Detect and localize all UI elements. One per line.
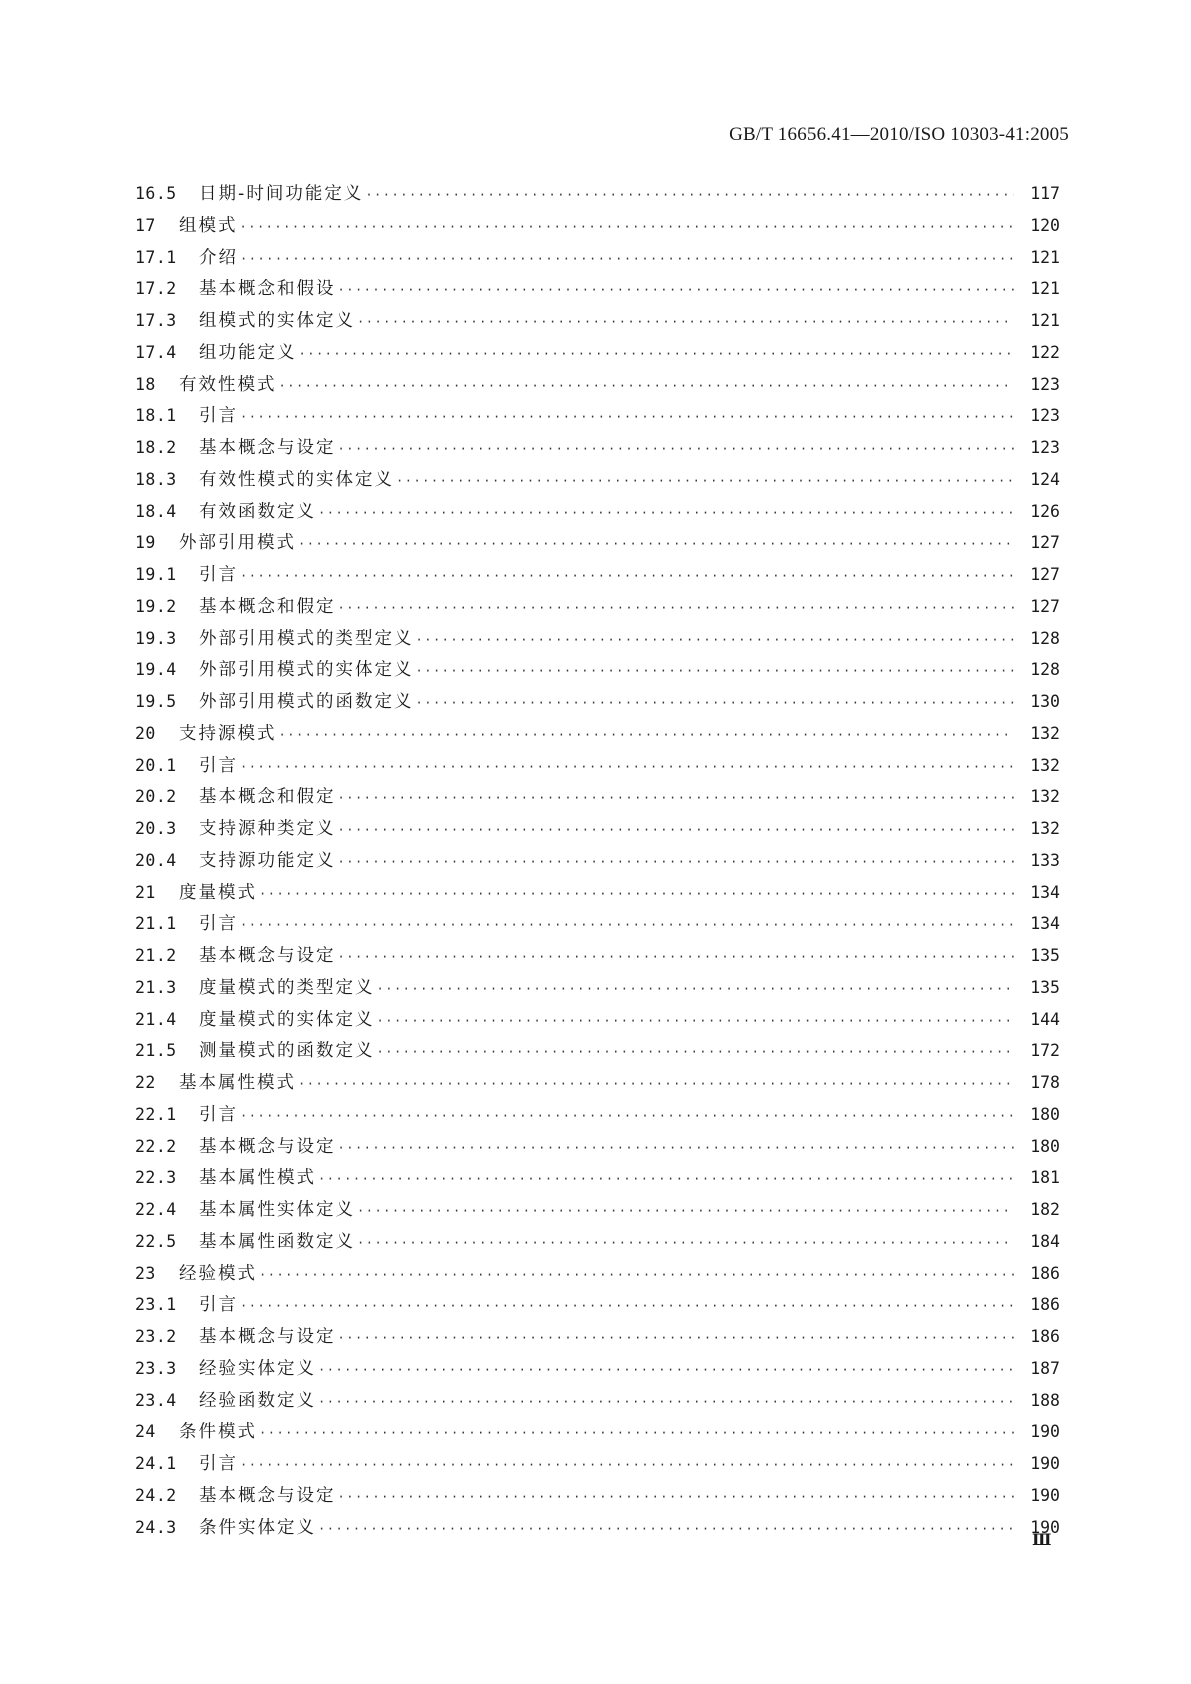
toc-entry-number: 23.3 bbox=[135, 1358, 177, 1378]
toc-entry-title: 引言 bbox=[199, 1104, 238, 1125]
toc-entry[interactable] bbox=[135, 623, 1060, 655]
toc-entry-number: 24.1 bbox=[135, 1454, 177, 1473]
toc-entry-number: 22.1 bbox=[135, 1104, 177, 1124]
toc-entry[interactable] bbox=[135, 908, 1060, 940]
toc-entry-number: 20 bbox=[135, 723, 156, 743]
toc-entry-title: 外部引用模式的实体定义 bbox=[199, 660, 414, 681]
toc-entry-number: 19.3 bbox=[135, 628, 177, 648]
toc-entry-page: 180 bbox=[1030, 1104, 1060, 1124]
toc-leader-dots bbox=[377, 1037, 1015, 1069]
toc-entry-number: 16.5 bbox=[135, 184, 177, 203]
toc-entry-title: 引言 bbox=[199, 565, 238, 585]
toc-entry-title: 经验函数定义 bbox=[199, 1390, 316, 1411]
toc-entry-title: 有效性模式的实体定义 bbox=[199, 469, 394, 490]
toc-leader-dots bbox=[338, 847, 1015, 879]
toc-entry-page: 135 bbox=[1030, 946, 1060, 965]
toc-entry-title: 测量模式的函数定义 bbox=[199, 1041, 375, 1062]
toc-entry-page: 184 bbox=[1030, 1231, 1060, 1251]
toc-entry-number: 18.2 bbox=[135, 438, 177, 457]
toc-leader-dots bbox=[365, 180, 1014, 212]
toc-entry[interactable] bbox=[135, 337, 1060, 369]
toc-leader-dots bbox=[338, 815, 1015, 847]
toc-leader-dots bbox=[259, 1418, 1014, 1450]
toc-entry-number: 19.2 bbox=[135, 596, 177, 616]
toc-entry-page: 121 bbox=[1030, 311, 1060, 330]
toc-entry[interactable] bbox=[135, 1512, 1060, 1544]
toc-leader-dots bbox=[338, 1482, 1015, 1514]
toc-entry-number: 22.5 bbox=[135, 1231, 177, 1251]
page-number: Ⅲ bbox=[1032, 1532, 1051, 1549]
toc-entry-title: 经验模式 bbox=[179, 1263, 257, 1284]
toc-entry-title: 度量模式的类型定义 bbox=[199, 977, 375, 998]
toc-leader-dots bbox=[357, 1228, 1014, 1260]
toc-entry-page: 190 bbox=[1030, 1517, 1060, 1537]
toc-entry-number: 20.2 bbox=[135, 787, 177, 807]
toc-entry-page: 134 bbox=[1030, 882, 1060, 902]
toc-leader-dots bbox=[338, 434, 1015, 466]
toc-entry-page: 127 bbox=[1030, 596, 1060, 616]
toc-entry-number: 21 bbox=[135, 882, 156, 902]
toc-leader-dots bbox=[357, 307, 1014, 339]
toc-entry-number: 17.1 bbox=[135, 247, 177, 267]
toc-entry-title: 基本概念与设定 bbox=[199, 1136, 336, 1157]
toc-entry[interactable] bbox=[135, 1321, 1060, 1353]
toc-entry[interactable] bbox=[135, 1258, 1060, 1290]
toc-entry-page: 127 bbox=[1030, 533, 1060, 553]
toc-entry-title: 日期-时间功能定义 bbox=[199, 184, 364, 204]
toc-entry-number: 17.4 bbox=[135, 342, 177, 362]
table-of-contents bbox=[135, 178, 1060, 1543]
toc-leader-dots bbox=[299, 339, 1015, 371]
toc-entry[interactable] bbox=[135, 369, 1060, 401]
toc-entry-title: 介绍 bbox=[199, 247, 238, 268]
toc-entry-number: 19.1 bbox=[135, 565, 177, 584]
toc-entry-page: 186 bbox=[1030, 1295, 1060, 1315]
toc-entry-title: 基本属性实体定义 bbox=[199, 1200, 355, 1220]
toc-entry-page: 122 bbox=[1030, 342, 1060, 362]
toc-entry-title: 基本概念和假定 bbox=[199, 787, 336, 808]
toc-entry[interactable] bbox=[135, 273, 1060, 305]
toc-entry-page: 186 bbox=[1030, 1263, 1060, 1283]
toc-leader-dots bbox=[259, 1260, 1014, 1292]
standard-code: GB/T 16656.41—2010/ISO 10303-41:2005 bbox=[729, 124, 1069, 145]
toc-entry-title: 经验实体定义 bbox=[199, 1358, 316, 1379]
toc-entry-number: 18 bbox=[135, 374, 156, 394]
toc-entry-title: 有效性模式 bbox=[179, 374, 277, 395]
toc-entry[interactable] bbox=[135, 1226, 1060, 1258]
toc-entry-title: 支持源模式 bbox=[179, 723, 277, 744]
toc-entry-title: 度量模式的实体定义 bbox=[199, 1009, 375, 1030]
toc-entry[interactable] bbox=[135, 781, 1060, 813]
toc-leader-dots bbox=[377, 1006, 1015, 1038]
toc-leader-dots bbox=[416, 625, 1015, 657]
toc-entry-number: 19.4 bbox=[135, 660, 177, 680]
toc-entry-number: 18.3 bbox=[135, 469, 177, 489]
toc-entry[interactable] bbox=[135, 1448, 1060, 1480]
toc-entry-title: 引言 bbox=[199, 406, 238, 427]
toc-entry-number: 21.3 bbox=[135, 977, 177, 997]
toc-leader-dots bbox=[318, 1514, 1014, 1546]
toc-entry[interactable] bbox=[135, 750, 1060, 782]
toc-leader-dots bbox=[298, 529, 1014, 561]
toc-entry-page: 188 bbox=[1030, 1390, 1060, 1410]
toc-entry[interactable] bbox=[135, 400, 1060, 432]
toc-entry-page: 120 bbox=[1030, 215, 1060, 235]
toc-entry-page: 181 bbox=[1030, 1168, 1060, 1188]
toc-entry[interactable] bbox=[135, 877, 1060, 909]
toc-leader-dots bbox=[338, 593, 1015, 625]
toc-leader-dots bbox=[240, 402, 1014, 434]
toc-leader-dots bbox=[318, 1387, 1014, 1419]
toc-leader-dots bbox=[338, 1133, 1015, 1165]
toc-leader-dots bbox=[338, 783, 1015, 815]
toc-entry-page: 144 bbox=[1030, 1009, 1060, 1029]
toc-entry-number: 20.1 bbox=[135, 755, 177, 775]
toc-leader-dots bbox=[240, 561, 1014, 593]
toc-entry-number: 18.1 bbox=[135, 406, 177, 426]
toc-entry[interactable] bbox=[135, 686, 1060, 718]
toc-leader-dots bbox=[240, 1450, 1014, 1482]
toc-entry-title: 基本概念与设定 bbox=[199, 946, 336, 966]
toc-entry-page: 182 bbox=[1030, 1200, 1060, 1219]
toc-entry-page: 178 bbox=[1030, 1073, 1060, 1092]
toc-entry-number: 24 bbox=[135, 1422, 156, 1442]
toc-entry-number: 19.5 bbox=[135, 692, 177, 711]
toc-entry[interactable] bbox=[135, 464, 1060, 496]
toc-leader-dots bbox=[396, 466, 1014, 498]
toc-entry-page: 134 bbox=[1030, 914, 1060, 934]
toc-entry[interactable] bbox=[135, 813, 1060, 845]
toc-entry-title: 基本属性模式 bbox=[179, 1073, 296, 1093]
toc-entry[interactable] bbox=[135, 559, 1060, 591]
toc-entry-number: 20.4 bbox=[135, 850, 177, 870]
toc-entry-title: 引言 bbox=[199, 914, 238, 935]
toc-entry[interactable] bbox=[135, 496, 1060, 528]
toc-leader-dots bbox=[416, 688, 1015, 720]
toc-leader-dots bbox=[240, 244, 1014, 276]
toc-entry[interactable] bbox=[135, 1162, 1060, 1194]
toc-leader-dots bbox=[279, 371, 1015, 403]
toc-entry-number: 23 bbox=[135, 1263, 156, 1283]
toc-entry-title: 基本属性函数定义 bbox=[199, 1231, 355, 1252]
toc-entry-number: 21.1 bbox=[135, 914, 177, 934]
toc-entry-title: 基本概念和假设 bbox=[199, 279, 336, 300]
toc-entry-title: 条件模式 bbox=[179, 1422, 257, 1443]
toc-entry-page: 123 bbox=[1030, 406, 1060, 426]
toc-entry-number: 17.3 bbox=[135, 311, 177, 330]
toc-entry[interactable] bbox=[135, 1416, 1060, 1448]
toc-leader-dots bbox=[416, 656, 1015, 688]
toc-entry[interactable] bbox=[135, 718, 1060, 750]
toc-entry-title: 引言 bbox=[199, 1295, 238, 1316]
toc-entry-number: 21.5 bbox=[135, 1041, 177, 1061]
toc-entry-title: 外部引用模式的类型定义 bbox=[199, 628, 414, 649]
toc-entry[interactable] bbox=[135, 1289, 1060, 1321]
toc-entry-title: 引言 bbox=[199, 755, 238, 776]
toc-entry-title: 基本概念与设定 bbox=[199, 438, 336, 458]
toc-entry-title: 组模式的实体定义 bbox=[199, 311, 355, 331]
toc-leader-dots bbox=[377, 974, 1015, 1006]
toc-entry[interactable] bbox=[135, 1131, 1060, 1163]
toc-leader-dots bbox=[318, 1164, 1014, 1196]
toc-entry-number: 24.2 bbox=[135, 1485, 177, 1505]
toc-entry-number: 18.4 bbox=[135, 501, 177, 521]
toc-entry[interactable] bbox=[135, 940, 1060, 972]
toc-leader-dots bbox=[318, 498, 1014, 530]
toc-entry[interactable] bbox=[135, 1004, 1060, 1036]
document-header bbox=[729, 124, 1069, 146]
toc-leader-dots bbox=[240, 1101, 1014, 1133]
toc-entry-page: 124 bbox=[1030, 469, 1060, 489]
toc-entry-title: 支持源功能定义 bbox=[199, 850, 336, 871]
toc-entry-page: 117 bbox=[1030, 184, 1060, 203]
toc-entry-page: 190 bbox=[1030, 1422, 1060, 1442]
toc-entry[interactable] bbox=[135, 591, 1060, 623]
toc-entry[interactable] bbox=[135, 242, 1060, 274]
toc-entry-title: 外部引用模式的函数定义 bbox=[199, 692, 414, 712]
toc-entry-page: 123 bbox=[1030, 438, 1060, 457]
toc-entry-title: 有效函数定义 bbox=[199, 501, 316, 522]
toc-entry-number: 21.2 bbox=[135, 946, 177, 965]
toc-entry[interactable] bbox=[135, 1194, 1060, 1226]
toc-leader-dots bbox=[357, 1196, 1014, 1228]
toc-entry-number: 20.3 bbox=[135, 819, 177, 838]
toc-entry-number: 17 bbox=[135, 215, 156, 235]
toc-leader-dots bbox=[240, 212, 1015, 244]
toc-entry-page: 121 bbox=[1030, 279, 1060, 299]
toc-leader-dots bbox=[318, 1355, 1014, 1387]
toc-entry[interactable] bbox=[135, 178, 1060, 210]
toc-entry-page: 127 bbox=[1030, 565, 1060, 584]
toc-leader-dots bbox=[298, 1069, 1014, 1101]
toc-entry-page: 132 bbox=[1030, 819, 1060, 838]
toc-entry-title: 引言 bbox=[199, 1454, 238, 1474]
toc-leader-dots bbox=[279, 720, 1015, 752]
toc-entry-title: 组模式 bbox=[179, 215, 238, 236]
toc-entry-number: 24.3 bbox=[135, 1517, 177, 1537]
toc-entry-page: 135 bbox=[1030, 977, 1060, 997]
toc-entry-title: 条件实体定义 bbox=[199, 1517, 316, 1538]
toc-entry[interactable] bbox=[135, 527, 1060, 559]
toc-entry-page: 130 bbox=[1030, 692, 1060, 711]
toc-entry-page: 133 bbox=[1030, 850, 1060, 870]
toc-entry[interactable] bbox=[135, 1099, 1060, 1131]
toc-entry[interactable] bbox=[135, 1385, 1060, 1417]
toc-entry-page: 186 bbox=[1030, 1327, 1060, 1346]
toc-entry-number: 22 bbox=[135, 1073, 156, 1092]
toc-entry[interactable] bbox=[135, 210, 1060, 242]
toc-entry-title: 基本概念和假定 bbox=[199, 596, 336, 617]
toc-entry-number: 17.2 bbox=[135, 279, 177, 299]
toc-entry-number: 23.2 bbox=[135, 1327, 177, 1346]
toc-entry-title: 基本概念与设定 bbox=[199, 1327, 336, 1347]
toc-entry-number: 19 bbox=[135, 533, 156, 553]
toc-entry[interactable] bbox=[135, 1067, 1060, 1099]
toc-entry[interactable] bbox=[135, 1353, 1060, 1385]
toc-entry[interactable] bbox=[135, 1480, 1060, 1512]
toc-leader-dots bbox=[240, 1291, 1014, 1323]
toc-entry-page: 123 bbox=[1030, 374, 1060, 394]
toc-leader-dots bbox=[240, 910, 1014, 942]
toc-entry-title: 度量模式 bbox=[179, 882, 257, 903]
toc-entry-page: 128 bbox=[1030, 628, 1060, 648]
toc-leader-dots bbox=[259, 879, 1014, 911]
toc-entry[interactable] bbox=[135, 305, 1060, 337]
toc-entry-page: 190 bbox=[1030, 1485, 1060, 1505]
toc-entry-number: 22.4 bbox=[135, 1200, 177, 1219]
toc-entry-title: 基本属性模式 bbox=[199, 1168, 316, 1189]
toc-entry[interactable] bbox=[135, 432, 1060, 464]
toc-entry-number: 23.1 bbox=[135, 1295, 177, 1315]
toc-entry-number: 22.3 bbox=[135, 1168, 177, 1188]
toc-entry-title: 基本概念与设定 bbox=[199, 1485, 336, 1506]
toc-entry-page: 126 bbox=[1030, 501, 1060, 521]
toc-entry-number: 21.4 bbox=[135, 1009, 177, 1029]
toc-entry-page: 132 bbox=[1030, 755, 1060, 775]
toc-entry-number: 23.4 bbox=[135, 1390, 177, 1410]
toc-entry-page: 132 bbox=[1030, 787, 1060, 807]
toc-entry-title: 外部引用模式 bbox=[179, 533, 296, 554]
toc-entry-page: 172 bbox=[1030, 1041, 1060, 1061]
toc-entry[interactable] bbox=[135, 845, 1060, 877]
toc-entry-title: 支持源种类定义 bbox=[199, 819, 336, 839]
toc-entry[interactable] bbox=[135, 972, 1060, 1004]
toc-entry[interactable] bbox=[135, 654, 1060, 686]
toc-entry-page: 190 bbox=[1030, 1454, 1060, 1473]
toc-leader-dots bbox=[338, 942, 1015, 974]
toc-entry-number: 22.2 bbox=[135, 1136, 177, 1156]
toc-leader-dots bbox=[240, 752, 1014, 784]
toc-entry-title: 组功能定义 bbox=[199, 342, 297, 363]
toc-entry[interactable] bbox=[135, 1035, 1060, 1067]
toc-entry-page: 121 bbox=[1030, 247, 1060, 267]
toc-leader-dots bbox=[338, 275, 1015, 307]
toc-entry-page: 187 bbox=[1030, 1358, 1060, 1378]
toc-entry-page: 128 bbox=[1030, 660, 1060, 680]
toc-leader-dots bbox=[338, 1323, 1015, 1355]
toc-entry-page: 180 bbox=[1030, 1136, 1060, 1156]
toc-entry-page: 132 bbox=[1030, 723, 1060, 743]
